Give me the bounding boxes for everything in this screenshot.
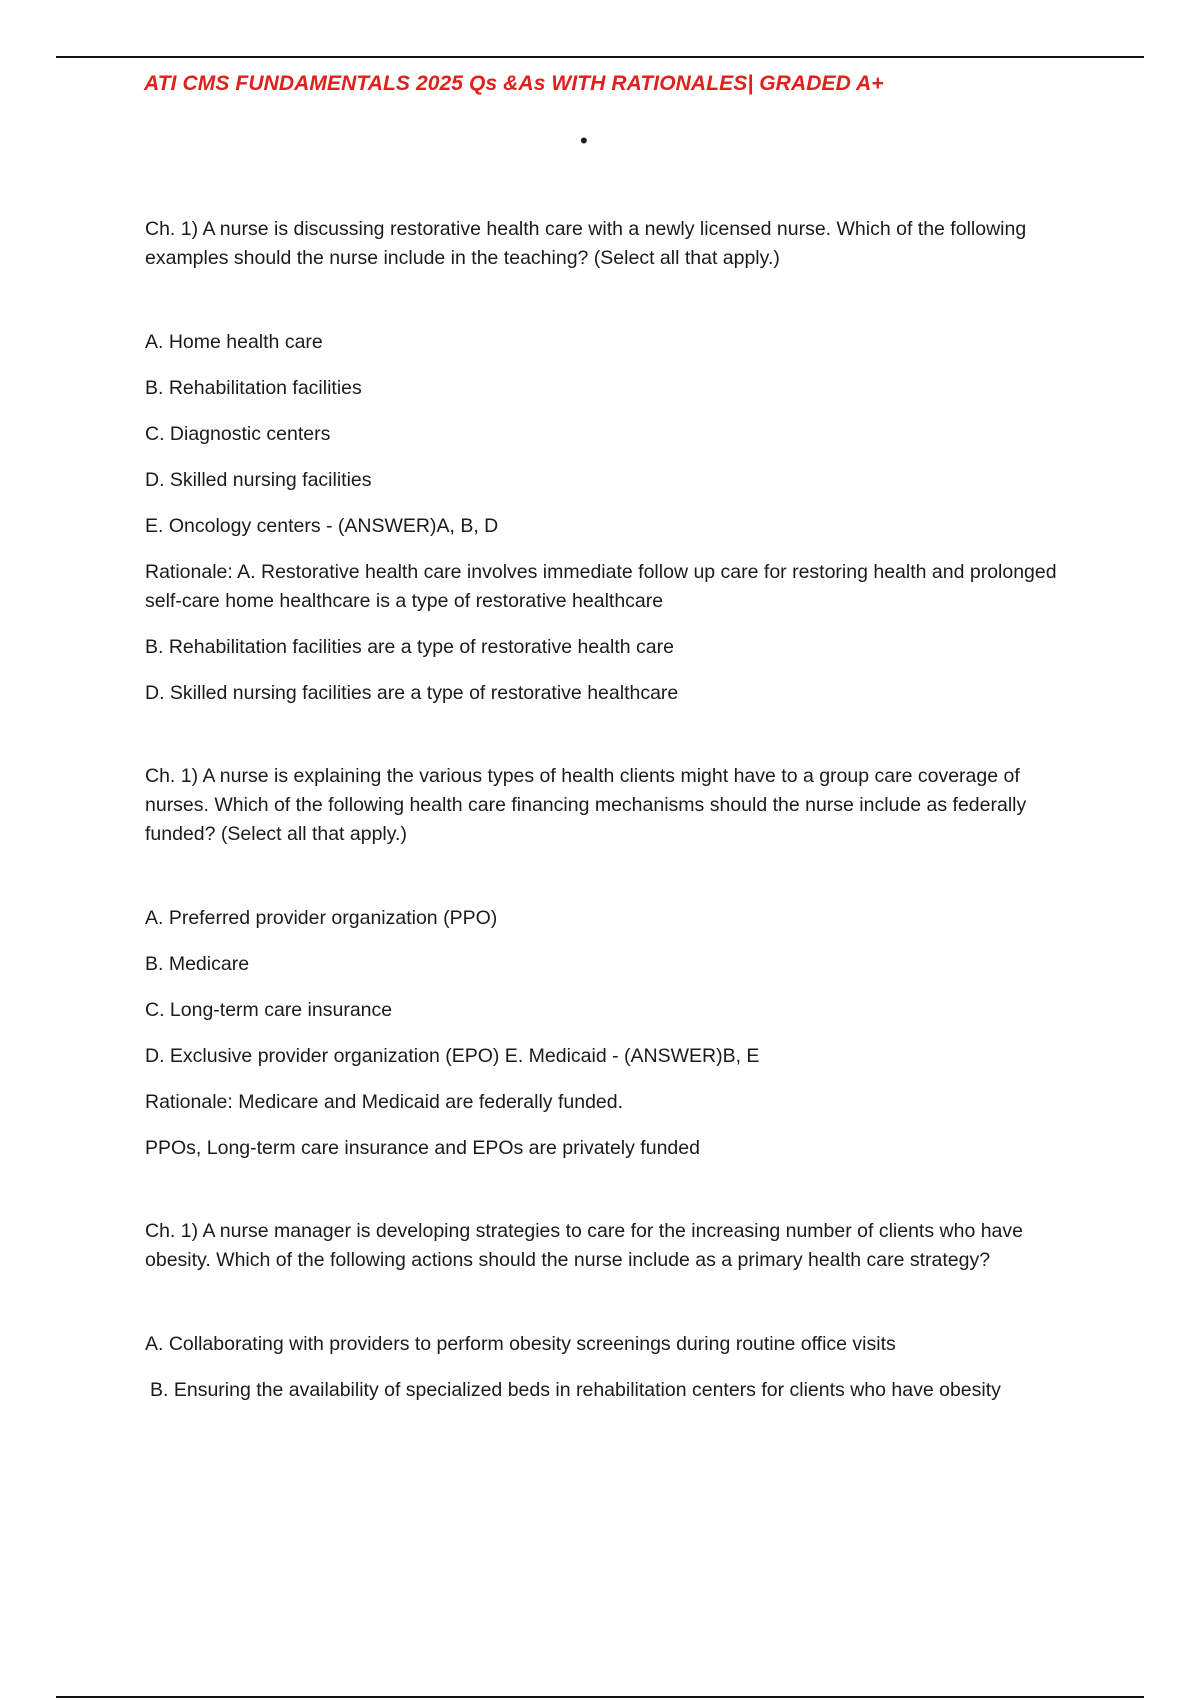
question-1-rationale-d: D. Skilled nursing facilities are a type of restorative healthcare: [145, 682, 679, 704]
question-3-option-a: A. Collaborating with providers to perform obesity screenings during routine office visits: [145, 1333, 896, 1355]
bottom-rule: [56, 1696, 1144, 1698]
question-2-option-a: A. Preferred provider organization (PPO): [145, 907, 498, 929]
document-body: [145, 215, 1085, 1422]
question-2-rationale: Rationale: Medicare and Medicaid are federally funded.: [145, 1091, 624, 1113]
question-1-rationale-a: Rationale: A. Restorative health care involves immediate follow up care for restoring health and prolonged self-care home healthcare is a type of restorative healthcare: [145, 561, 1057, 612]
question-3-stem: Ch. 1) A nurse manager is developing strategies to care for the increasing number of clients who have obesity. Which of the following actions should the nurse include as a primary health care strategy?: [145, 1220, 1023, 1271]
bullet-point: •: [580, 128, 588, 153]
question-1-option-a: A. Home health care: [145, 331, 323, 353]
top-rule: [56, 56, 1144, 58]
question-1-stem: Ch. 1) A nurse is discussing restorative health care with a newly licensed nurse. Which of the following examples should the nurse include in the teaching? (Select all that apply.): [145, 218, 1027, 269]
question-1-option-e-answer: E. Oncology centers - (ANSWER)A, B, D: [145, 515, 499, 537]
question-1-option-c: C. Diagnostic centers: [145, 423, 331, 445]
question-2-rationale-private: PPOs, Long-term care insurance and EPOs are privately funded: [145, 1137, 700, 1159]
document-title: ATI CMS FUNDAMENTALS 2025 Qs &As WITH RATIONALES| GRADED A+: [144, 72, 884, 95]
question-1-rationale-b: B. Rehabilitation facilities are a type of restorative health care: [145, 636, 674, 658]
question-3-option-b: B. Ensuring the availability of specialized beds in rehabilitation centers for clients who have obesity: [150, 1379, 1001, 1401]
question-1-option-b: B. Rehabilitation facilities: [145, 377, 362, 399]
question-1-option-d: D. Skilled nursing facilities: [145, 469, 372, 491]
question-2-stem: Ch. 1) A nurse is explaining the various types of health clients might have to a group care coverage of nurses. Which of the following health care financing mechanisms should the nurse include as federally funded? (Select all that apply.): [145, 765, 1027, 845]
question-2-option-d-e-answer: D. Exclusive provider organization (EPO) E. Medicaid - (ANSWER)B, E: [145, 1045, 760, 1067]
question-2-option-c: C. Long-term care insurance: [145, 999, 393, 1021]
question-2-option-b: B. Medicare: [145, 953, 250, 975]
